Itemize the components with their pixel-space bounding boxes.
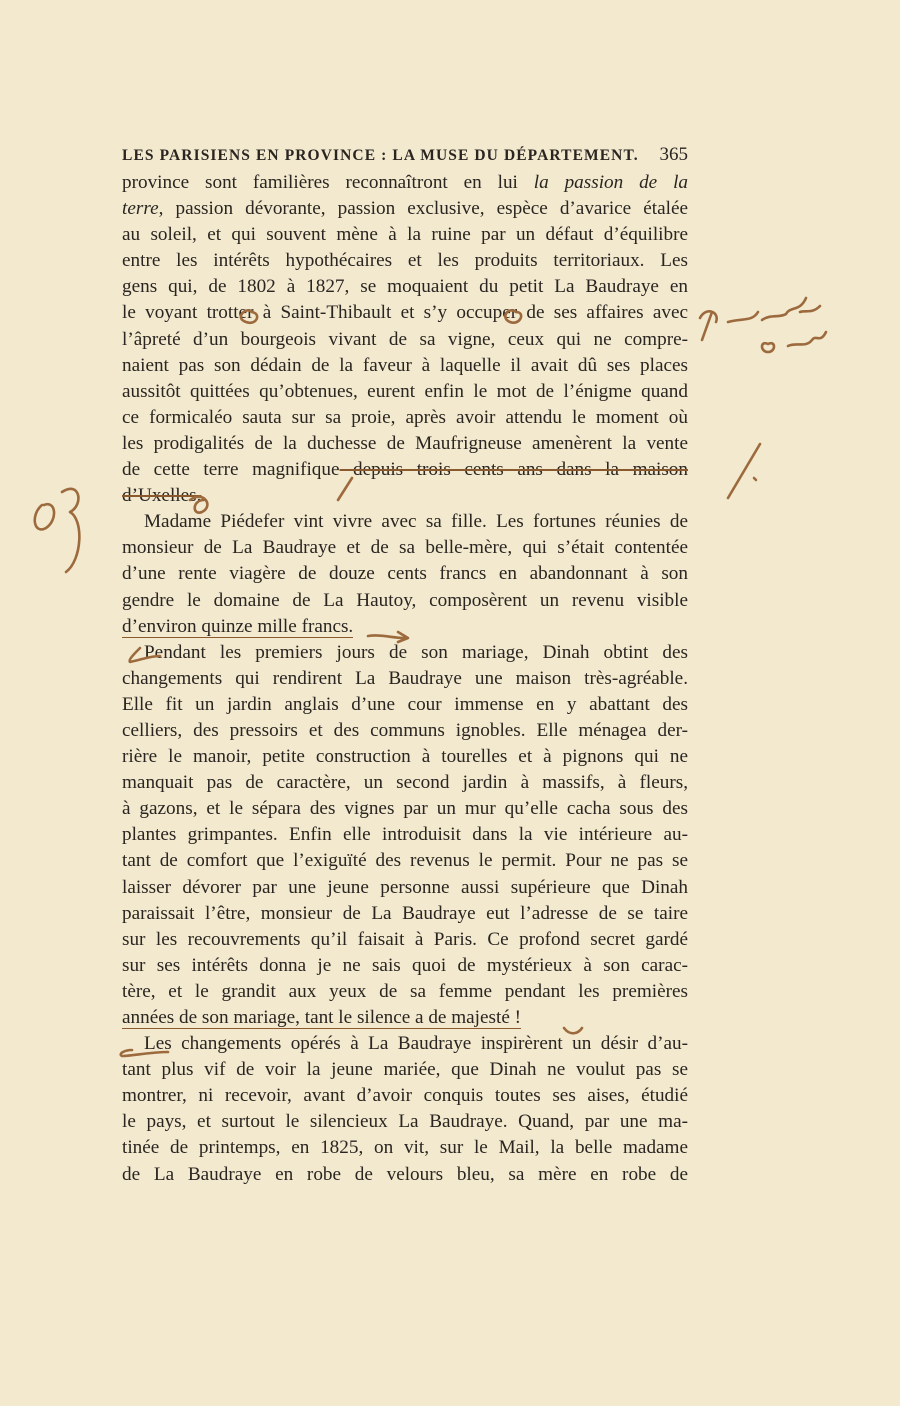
text-line: Elle fit un jardin anglais d’une cour immense en y abattant des	[122, 693, 688, 715]
text-line: paraissait l’être, monsieur de La Baudraye eut l’adresse de se taire	[122, 902, 688, 924]
margin-mark-right-2	[762, 332, 826, 352]
text-line: sur ses intérêts donna je ne sais quoi de mystérieux à son carac-	[122, 954, 688, 976]
text-line: monsieur de La Baudraye et de sa belle-mère, qui s’était contentée	[122, 537, 688, 559]
italic-phrase: terre	[122, 198, 159, 220]
underlined-text: d’environ quinze mille francs.	[122, 615, 354, 637]
text-line: entre les intérêts hypothécaires et les produits territoriaux. Les	[122, 250, 688, 272]
text-line: naient pas son dédain de la faveur à laquelle il avait dû ses places	[122, 354, 688, 376]
text-line: tinée de printemps, en 1825, on vit, sur le Mail, la belle madame	[122, 1137, 688, 1159]
text-line: d’une rente viagère de douze cents francs en abandonnant à son	[122, 563, 688, 585]
text-line	[122, 483, 688, 509]
running-title: LES PARISIENS EN PROVINCE : LA MUSE DU DÉPARTEMENT.	[122, 147, 639, 164]
text-line: manquait pas de caractère, un second jardin à massifs, à fleurs,	[122, 772, 688, 794]
text-line: plantes grimpantes. Enfin elle introduisit dans la vie intérieure au-	[122, 824, 688, 846]
text-line: aussitôt quittées qu’obtenues, eurent enfin le mot de l’énigme quand	[122, 380, 688, 402]
text-line: le pays, et surtout le silencieux La Baudraye. Quand, par une ma-	[122, 1111, 688, 1133]
struck-text: d’Uxelles.	[122, 485, 202, 507]
text-line: province sont familières reconnaîtront en lui la passion de la	[122, 172, 689, 193]
text-line: ce formicaléo sauta sur sa proie, après avoir attendu le moment où	[122, 406, 688, 428]
text-line	[122, 1005, 688, 1031]
margin-mark-right-1	[700, 298, 820, 340]
text-line: le voyant trotter à Saint-Thibault et s’y occuper de ses affaires avec	[122, 302, 688, 324]
text-line: tère, et le grandit aux yeux de sa femme pendant les premières	[122, 980, 688, 1002]
underlined-text: années de son mariage, tant le silence a de majesté !	[122, 1007, 522, 1028]
text-line: Madame Piédefer vint vivre avec sa fille. Les fortunes réunies de	[144, 511, 688, 533]
body-text	[122, 170, 688, 1188]
italic-phrase: la passion de la	[533, 172, 689, 193]
running-header	[122, 144, 688, 166]
text-line: au soleil, et qui souvent mène à la ruine par un défaut d’équilibre	[122, 224, 688, 246]
text-line: Les changements opérés à La Baudraye inspirèrent un désir d’au-	[144, 1033, 688, 1055]
text-line: l’âpreté d’un bourgeois vivant de sa vigne, ceux qui ne compre-	[122, 328, 688, 350]
margin-mark-left	[35, 489, 80, 572]
text-line: de cette terre magnifique depuis trois cents ans dans la maison	[122, 459, 688, 481]
text-line: terre, passion dévorante, passion exclusive, espèce d’avarice étalée	[122, 198, 688, 220]
text-line: gendre le domaine de La Hautoy, composèrent un revenu visible	[122, 589, 688, 611]
text-line	[122, 614, 688, 640]
text-line: montrer, ni recevoir, avant d’avoir conquis toutes ses aises, étudié	[122, 1085, 688, 1107]
margin-slash	[728, 444, 760, 498]
text-line: à gazons, et le sépara des vignes par un mur qu’elle cacha sous des	[122, 798, 688, 820]
text-line: tant de comfort que l’exiguïté des revenus le permit. Pour ne pas se	[122, 850, 688, 872]
text-line: tant plus vif de voir la jeune mariée, que Dinah ne voulut pas se	[122, 1059, 688, 1081]
text-line: rière le manoir, petite construction à tourelles et à pignons qui ne	[122, 746, 688, 768]
text-line: gens qui, de 1802 à 1827, se moquaient du petit La Baudraye en	[122, 276, 688, 298]
text-line: changements qui rendirent La Baudraye une maison très-agréable.	[122, 667, 688, 689]
text-line: de La Baudraye en robe de velours bleu, sa mère en robe de	[122, 1163, 688, 1185]
page-number: 365	[659, 144, 688, 165]
text-line: les prodigalités de la duchesse de Maufrigneuse amenèrent la vente	[122, 432, 688, 454]
struck-text: depuis trois cents ans dans la maison	[339, 459, 688, 481]
text-line: celliers, des pressoirs et des communs ignobles. Elle ménagea der-	[122, 719, 688, 741]
text-line: Pendant les premiers jours de son mariage, Dinah obtint des	[144, 641, 688, 663]
text-line: laisser dévorer par une jeune personne aussi supérieure que Dinah	[122, 876, 688, 898]
text-line: sur les recouvrements qu’il faisait à Paris. Ce profond secret gardé	[122, 928, 688, 950]
